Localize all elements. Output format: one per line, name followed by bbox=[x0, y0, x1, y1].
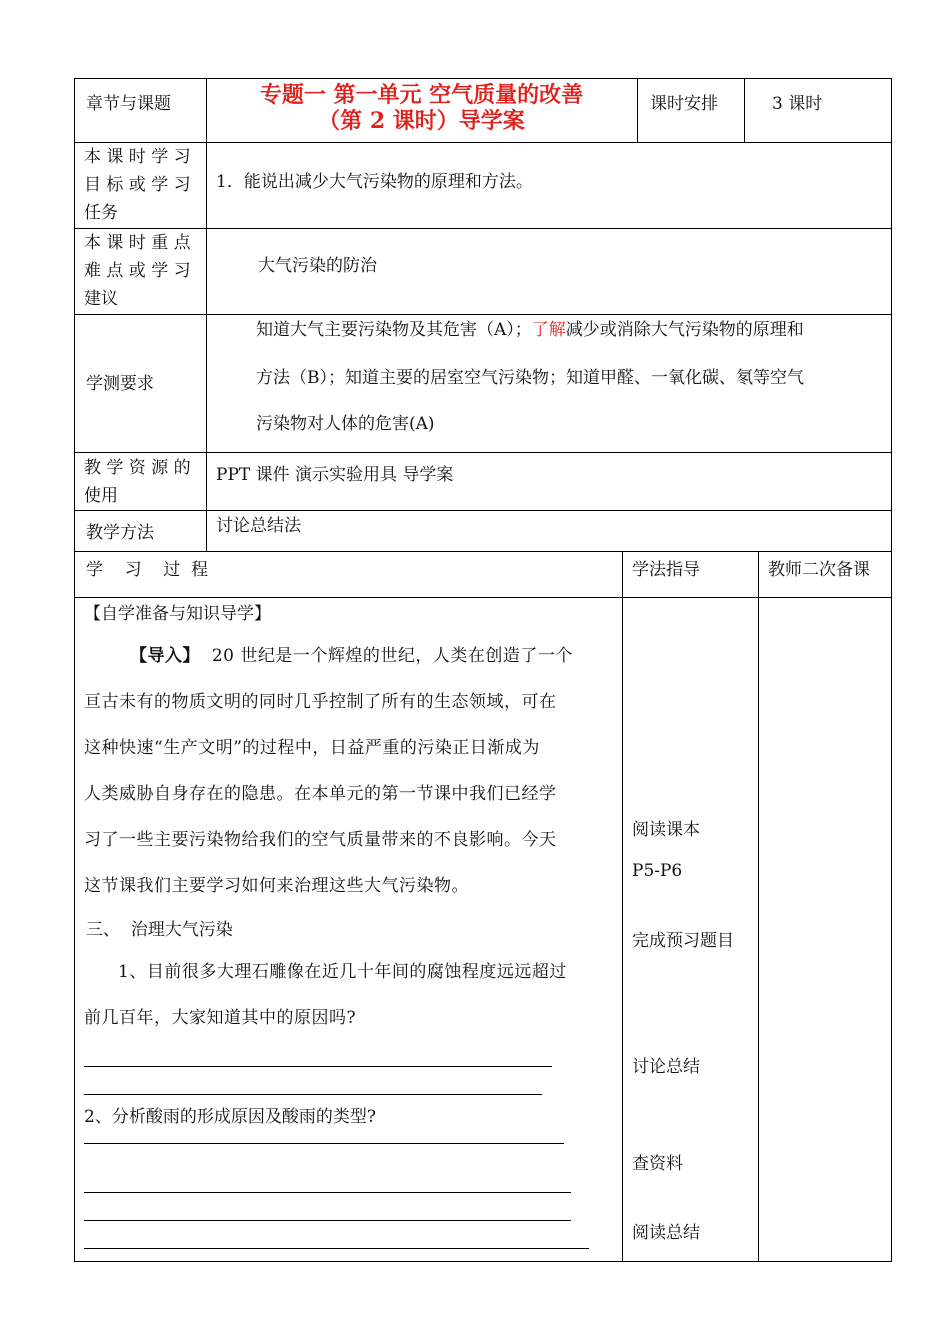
guide-item: 完成预习题目 bbox=[632, 931, 734, 951]
answer-line[interactable] bbox=[84, 1094, 542, 1095]
req-line1-b: 减少或消除大气污染物的原理和 bbox=[565, 320, 804, 340]
goal-label: 本 课 时 学 习 bbox=[84, 147, 191, 167]
key-label: 建议 bbox=[84, 289, 118, 309]
lesson-title-line2: （第 2 课时）导学案 bbox=[318, 108, 525, 134]
req-line2: 方法（B）；知道主要的居室空气污染物；知道甲醛、一氧化碳、氡等空气 bbox=[256, 368, 804, 388]
intro-tag: 【导入】 bbox=[130, 646, 200, 666]
schedule-label: 课时安排 bbox=[650, 94, 718, 114]
req-line1-highlight: 了解 bbox=[531, 320, 566, 340]
goal-label: 任务 bbox=[84, 203, 118, 223]
guide-item: 阅读总结 bbox=[632, 1223, 700, 1243]
question-1-cont: 前几百年，大家知道其中的原因吗? bbox=[84, 1008, 357, 1028]
answer-line[interactable] bbox=[84, 1220, 571, 1221]
body-line: 亘古未有的物质文明的同时几乎控制了所有的生态领域，可在 bbox=[84, 692, 557, 712]
guide-item: 讨论总结 bbox=[632, 1057, 700, 1077]
heading-3: 三、 治理大气污染 bbox=[86, 920, 233, 940]
answer-line[interactable] bbox=[84, 1066, 552, 1067]
body-line: 这种快速“生产文明”的过程中，日益严重的污染正日渐成为 bbox=[84, 738, 540, 758]
lesson-title-line1: 专题一 第一单元 空气质量的改善 bbox=[259, 82, 584, 108]
guide-col-header: 学法指导 bbox=[632, 560, 700, 580]
section-heading: 【自学准备与知识导学】 bbox=[84, 604, 271, 624]
answer-line[interactable] bbox=[84, 1143, 564, 1144]
intro-line bbox=[130, 642, 573, 670]
method-value: 讨论总结法 bbox=[216, 516, 301, 536]
guide-item: P5-P6 bbox=[632, 861, 683, 881]
goal-value: 1．能说出减少大气污染物的原理和方法。 bbox=[216, 172, 533, 192]
question-2: 2、分析酸雨的形成原因及酸雨的类型? bbox=[84, 1107, 376, 1127]
question-1: 1、目前很多大理石雕像在近几十年间的腐蚀程度远远超过 bbox=[118, 962, 567, 982]
answer-line[interactable] bbox=[84, 1192, 571, 1193]
process-col-header: 学 习 过 程 bbox=[86, 560, 209, 580]
goal-label: 目 标 或 学 习 bbox=[84, 175, 191, 195]
req-line3: 污染物对人体的危害(A) bbox=[256, 414, 435, 434]
guide-item: 查资料 bbox=[632, 1154, 683, 1174]
req-line1 bbox=[256, 316, 804, 344]
key-value: 大气污染的防治 bbox=[258, 256, 377, 276]
intro-text: 20 世纪是一个辉煌的世纪，人类在创造了一个 bbox=[211, 646, 573, 666]
body-line: 这节课我们主要学习如何来治理这些大气污染物。 bbox=[84, 876, 469, 896]
req-line1-a: 知道大气主要污染物及其危害（A）； bbox=[256, 320, 532, 340]
chapter-label: 章节与课题 bbox=[86, 94, 171, 114]
guide-item: 阅读课本 bbox=[632, 820, 700, 840]
resources-value: PPT 课件 演示实验用具 导学案 bbox=[216, 465, 454, 485]
key-label: 本 课 时 重 点 bbox=[84, 233, 191, 253]
body-line: 习了一些主要污染物给我们的空气质量带来的不良影响。今天 bbox=[84, 830, 557, 850]
resources-label: 教 学 资 源 的 bbox=[84, 458, 191, 478]
notes-col-header: 教师二次备课 bbox=[768, 560, 870, 580]
key-label: 难 点 或 学 习 bbox=[84, 261, 191, 281]
answer-line[interactable] bbox=[84, 1248, 589, 1249]
req-label: 学测要求 bbox=[86, 374, 154, 394]
schedule-value: 3 课时 bbox=[772, 94, 823, 114]
resources-label: 使用 bbox=[84, 486, 118, 506]
method-label: 教学方法 bbox=[86, 523, 154, 543]
body-line: 人类威胁自身存在的隐患。在本单元的第一节课中我们已经学 bbox=[84, 784, 557, 804]
